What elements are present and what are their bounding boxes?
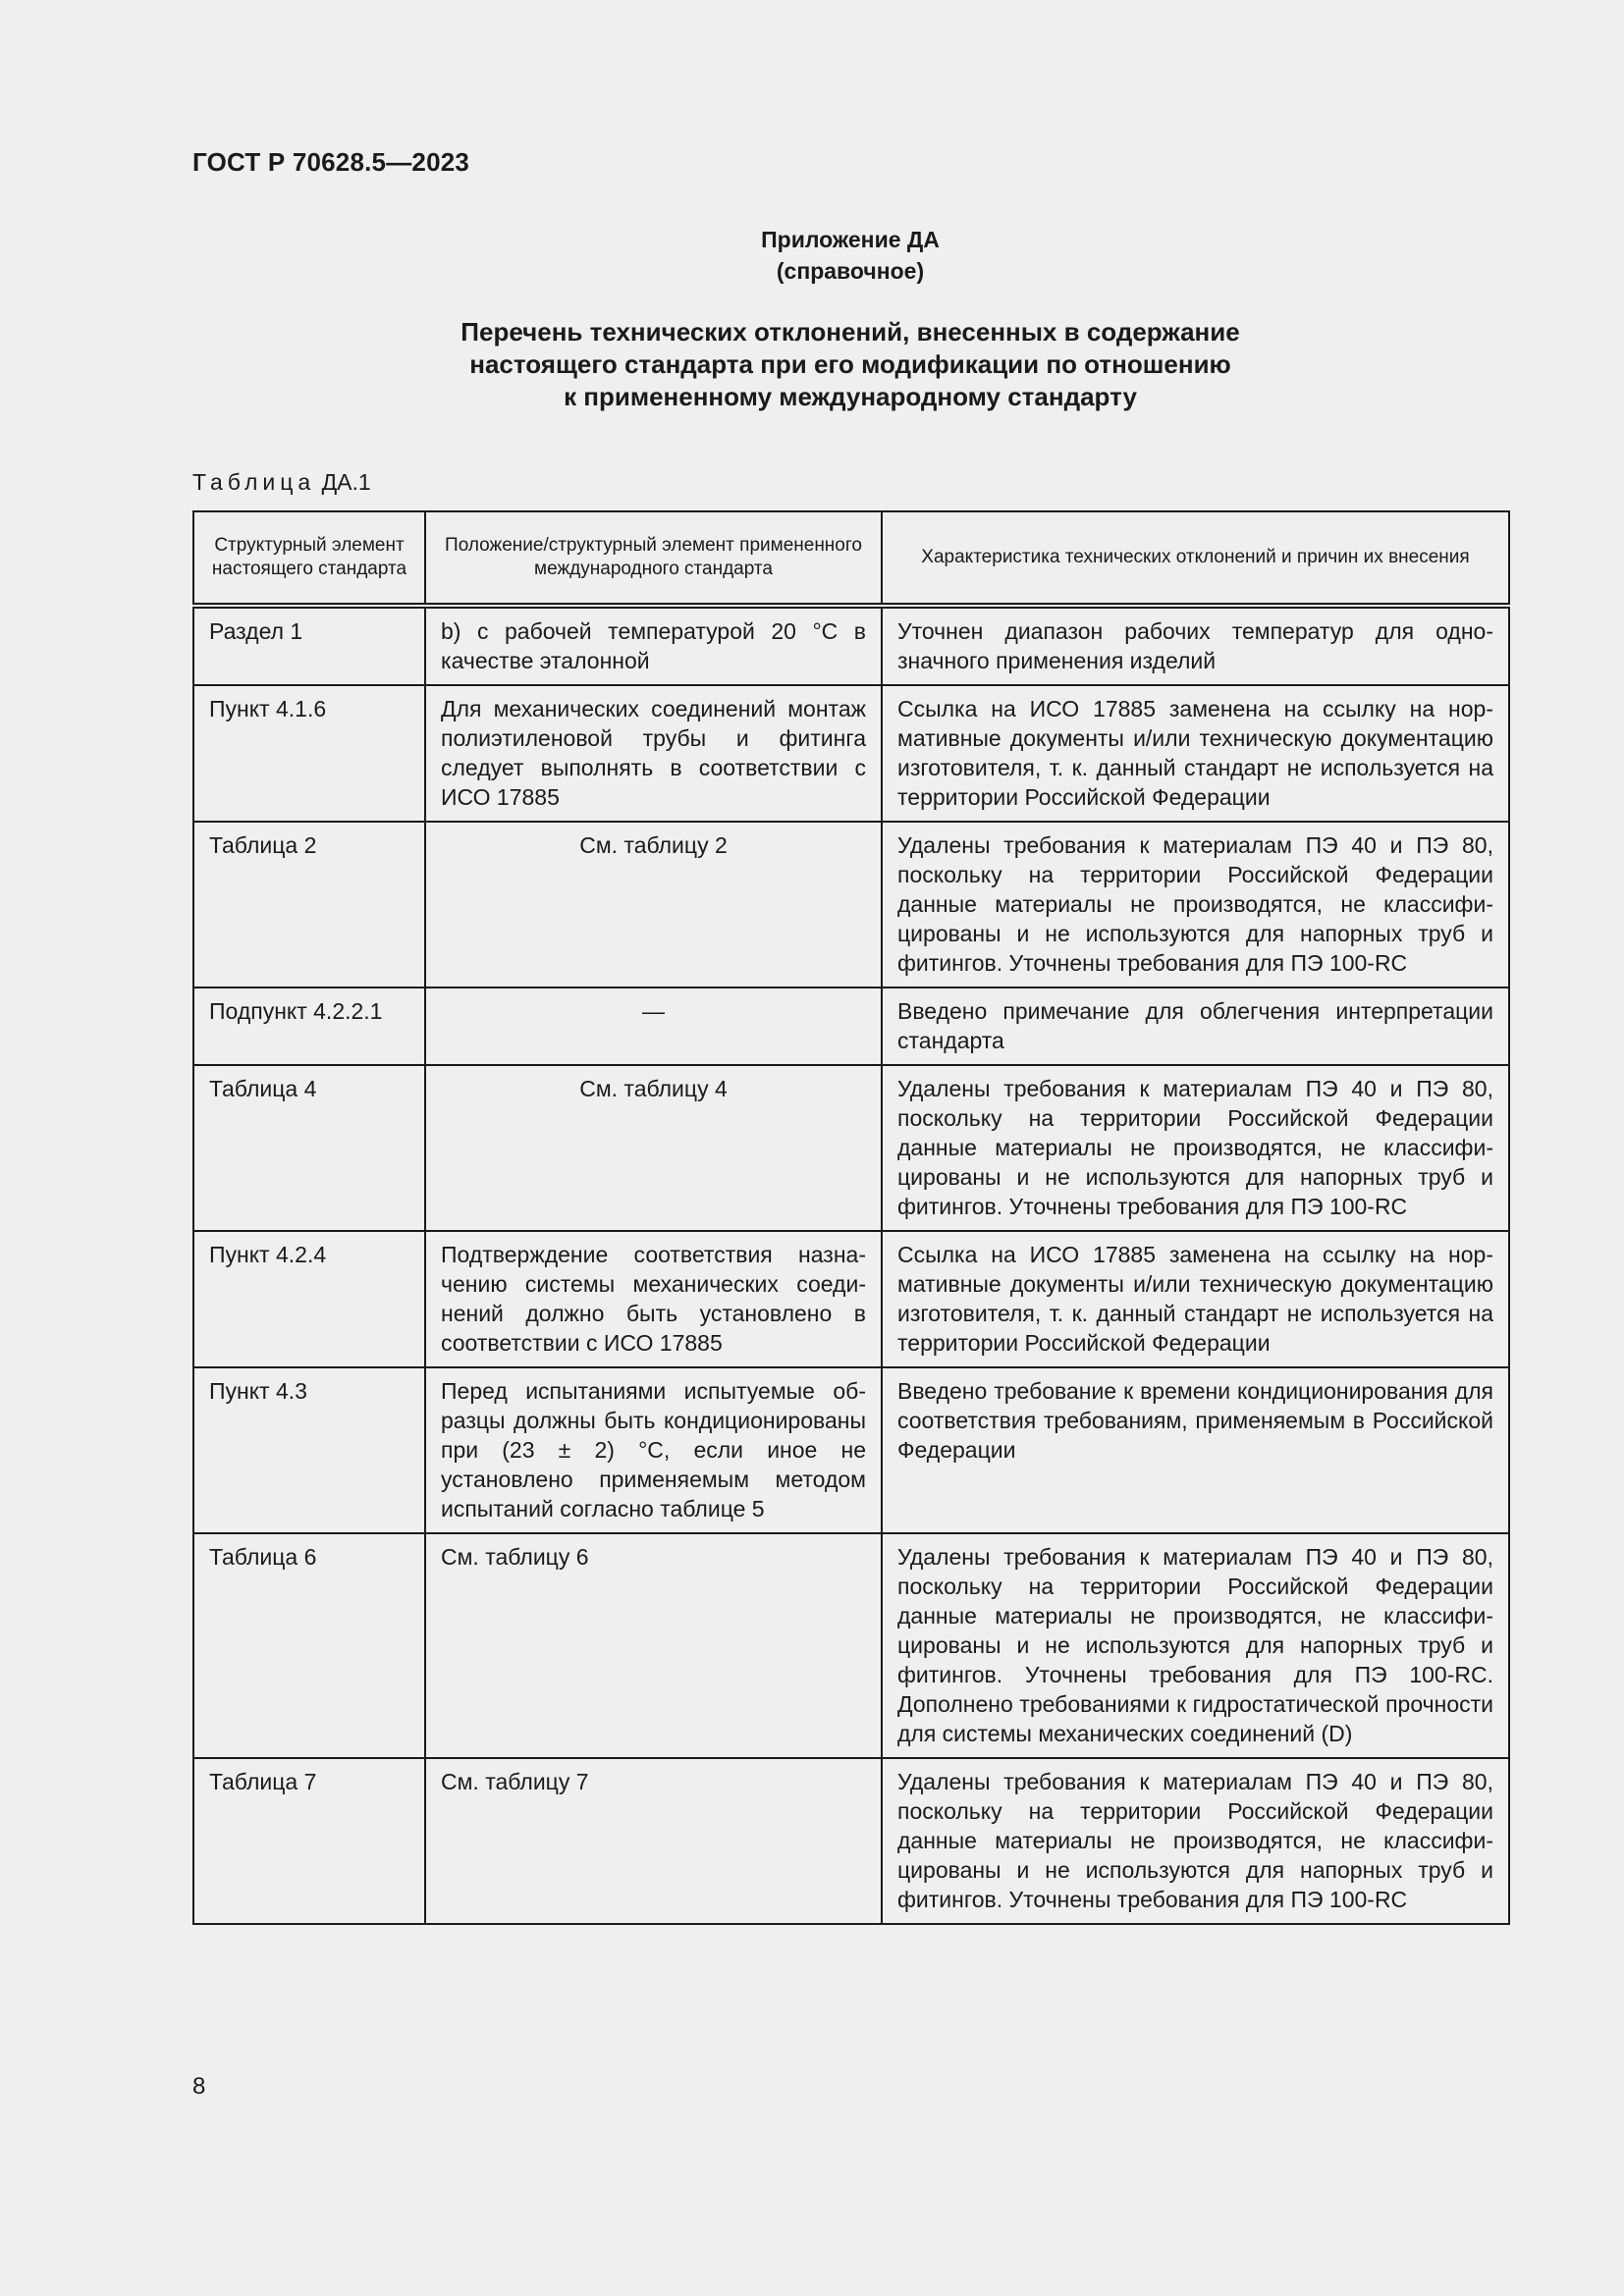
- cell-description: Ссылка на ИСО 17885 заменена на ссылку на нормативные документы и/или техническую документацию изготовителя, т. к. данный стандарт не используется на территории Российской Федерации: [882, 685, 1509, 822]
- cell-description: Уточнен диапазон рабочих температур для однозначного применения изделий: [882, 606, 1509, 685]
- cell-provision: См. таблицу 2: [425, 822, 882, 988]
- cell-element: Таблица 7: [193, 1758, 425, 1924]
- table-row: [193, 606, 1509, 685]
- cell-description: Удалены требования к материалам ПЭ 40 и ПЭ 80, поскольку на территории Российской Федерации данные материалы не производятся, не классифицированы и не используются для напорных труб и фитингов. Уточнены требования для ПЭ 100-RC: [882, 1065, 1509, 1231]
- table-row: [193, 1231, 1509, 1367]
- cell-description: Удалены требования к материалам ПЭ 40 и ПЭ 80, поскольку на территории Российской Федерации данные материалы не производятся, не классифицированы и не используются для напорных труб и фитингов. Уточнены требования для ПЭ 100-RC. Дополнено требованиями к гидростатической прочности для системы механических соединений (D): [882, 1533, 1509, 1758]
- cell-provision: b) с рабочей температурой 20 °С в качестве эталонной: [425, 606, 882, 685]
- table-row: [193, 1065, 1509, 1231]
- column-header-provision: Положение/структурный элемент примененного международного стандарта: [425, 511, 882, 606]
- cell-description: Введено примечание для облегчения интерпретации стандарта: [882, 988, 1509, 1065]
- deviations-table: [192, 510, 1510, 1925]
- cell-description: Ссылка на ИСО 17885 заменена на ссылку на нормативные документы и/или техническую документацию изготовителя, т. к. данный стандарт не используется на территории Российской Федерации: [882, 1231, 1509, 1367]
- cell-description: Удалены требования к материалам ПЭ 40 и ПЭ 80, поскольку на территории Российской Федерации данные материалы не производятся, не классифицированы и не используются для напорных труб и фитингов. Уточнены требования для ПЭ 100-RC: [882, 822, 1509, 988]
- table-row: [193, 988, 1509, 1065]
- cell-provision: См. таблицу 4: [425, 1065, 882, 1231]
- cell-provision: Подтверждение соответствия назначению системы механических соединений должно быть установлено в соответствии с ИСО 17885: [425, 1231, 882, 1367]
- cell-element: Подпункт 4.2.2.1: [193, 988, 425, 1065]
- appendix-name: Приложение ДА: [761, 227, 940, 252]
- cell-provision: Для механических соединений монтаж полиэтиленовой трубы и фитинга следует выполнять в соответствии с ИСО 17885: [425, 685, 882, 822]
- cell-description: Введено требование к времени кондиционирования для соответствия требованиям, применяемым в Российской Федерации: [882, 1367, 1509, 1533]
- page-number: 8: [192, 2073, 206, 2100]
- table-row: [193, 1367, 1509, 1533]
- appendix-title-line: настоящего стандарта при его модификации по отношению: [469, 349, 1231, 379]
- cell-provision: —: [425, 988, 882, 1065]
- cell-element: Раздел 1: [193, 606, 425, 685]
- appendix-heading: [192, 224, 1508, 287]
- cell-provision: См. таблицу 6: [425, 1533, 882, 1758]
- table-header-row: [193, 511, 1509, 606]
- column-header-element: Структурный элемент настоящего стандарта: [193, 511, 425, 606]
- cell-description: Удалены требования к материалам ПЭ 40 и ПЭ 80, поскольку на территории Российской Федерации данные материалы не производятся, не классифицированы и не используются для напорных труб и фитингов. Уточнены требования для ПЭ 100-RC: [882, 1758, 1509, 1924]
- table-row: [193, 685, 1509, 822]
- cell-element: Пункт 4.2.4: [193, 1231, 425, 1367]
- cell-provision: Перед испытаниями испытуемые образцы должны быть кондиционированы при (23 ± 2) °С, если иное не установлено применяемым методом испытаний согласно таблице 5: [425, 1367, 882, 1533]
- cell-element: Пункт 4.1.6: [193, 685, 425, 822]
- table-row: [193, 1533, 1509, 1758]
- appendix-kind: (справочное): [776, 258, 925, 284]
- appendix-title-line: Перечень технических отклонений, внесенных в содержание: [460, 317, 1240, 347]
- appendix-title: [192, 316, 1508, 413]
- table-row: [193, 1758, 1509, 1924]
- document-header: ГОСТ Р 70628.5—2023: [192, 147, 470, 177]
- appendix-title-line: к примененному международному стандарту: [564, 382, 1137, 411]
- table-caption-number: ДА.1: [321, 469, 371, 495]
- table-caption: [192, 469, 371, 496]
- table-caption-word: Таблица: [192, 469, 316, 495]
- cell-provision: См. таблицу 7: [425, 1758, 882, 1924]
- table-row: [193, 822, 1509, 988]
- cell-element: Таблица 4: [193, 1065, 425, 1231]
- column-header-description: Характеристика технических отклонений и причин их внесения: [882, 511, 1509, 606]
- cell-element: Таблица 6: [193, 1533, 425, 1758]
- cell-element: Таблица 2: [193, 822, 425, 988]
- cell-element: Пункт 4.3: [193, 1367, 425, 1533]
